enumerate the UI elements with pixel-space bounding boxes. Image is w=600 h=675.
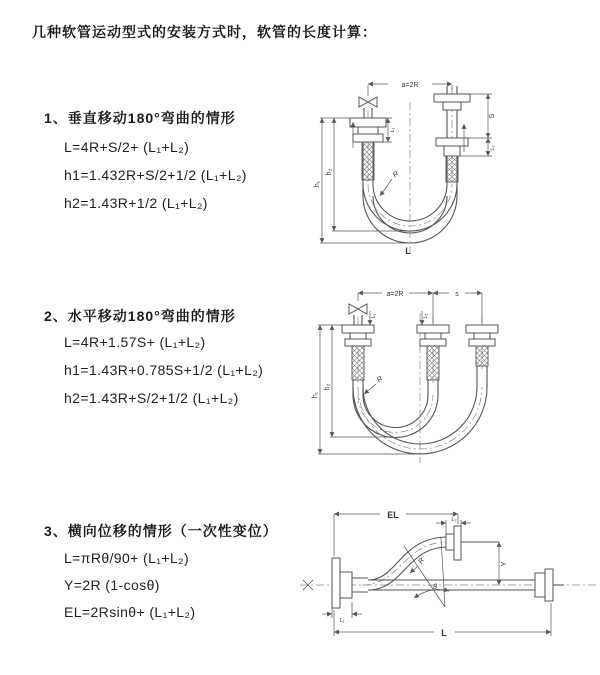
- dim-h1-label: h₁: [314, 180, 321, 188]
- diagram-horizontal-180-bend: [312, 283, 600, 468]
- dim-a2R-label: a=2R: [401, 82, 419, 89]
- dim-L2-label: L₂: [451, 517, 457, 523]
- dim-L1-label: L₁: [390, 127, 396, 133]
- valve-icon: [349, 304, 367, 314]
- length-L-label: L: [405, 246, 411, 256]
- centerlines: [358, 313, 482, 463]
- angle-theta-label: θ: [433, 584, 437, 591]
- dim-h2-label: h₂: [324, 383, 331, 391]
- dim-L-label: L: [441, 628, 447, 638]
- dimension-lines: [312, 291, 482, 454]
- dim-s-label: s: [455, 291, 459, 298]
- dimension-lines: [322, 510, 551, 638]
- dim-S-label: S: [489, 113, 496, 119]
- radius-label: R: [375, 375, 385, 385]
- dim-h1-label: h₁: [312, 391, 319, 399]
- dim-L1-label: L₁: [371, 313, 377, 319]
- section-1-heading: 1、垂直移动180°弯曲的情形: [44, 110, 236, 126]
- section-3-formula-L: L=πRθ/90+ (L₁+L₂): [64, 550, 190, 566]
- dim-L2-label: L₂: [490, 145, 496, 151]
- dim-h2-label: h₂: [326, 168, 333, 176]
- diagram-lateral-displacement: [298, 500, 600, 650]
- dimension-lines: [314, 82, 496, 256]
- centerlines: [368, 88, 452, 254]
- section-1-formula-h1: h1=1.432R+S/2+1/2 (L₁+L₂): [64, 167, 247, 183]
- section-3-formula-EL: EL=2Rsinθ+ (L₁+L₂): [64, 604, 196, 620]
- dim-a2R-label: a=2R: [386, 291, 404, 298]
- dim-L1-label: L₁: [339, 618, 345, 624]
- valve-icon: [359, 97, 377, 107]
- section-1-formula-h2: h2=1.43R+1/2 (L₁+L₂): [64, 195, 208, 211]
- section-2-formula-h1: h1=1.43R+0.785S+1/2 (L₁+L₂): [64, 362, 264, 378]
- section-2-heading: 2、水平移动180°弯曲的情形: [44, 308, 236, 324]
- section-2-formula-L: L=4R+1.57S+ (L₁+L₂): [64, 334, 206, 350]
- section-3-heading: 3、横向位移的情形（一次性变位）: [44, 523, 278, 539]
- section-2-formula-h2: h2=1.43R+S/2+1/2 (L₁+L₂): [64, 390, 239, 406]
- radius-label: R: [417, 557, 427, 566]
- dim-EL-label: EL: [387, 510, 399, 520]
- section-1-formula-L: L=4R+S/2+ (L₁+L₂): [64, 139, 190, 155]
- page-title: 几种软管运动型式的安装方式时，软管的长度计算：: [32, 24, 377, 40]
- dim-L2-label: L₂: [423, 313, 429, 319]
- radius-label: R: [391, 170, 401, 180]
- dim-Y-label: Y: [501, 561, 508, 567]
- diagram-vertical-180-bend: [312, 72, 575, 258]
- section-3-formula-Y: Y=2R (1-cosθ): [64, 577, 160, 593]
